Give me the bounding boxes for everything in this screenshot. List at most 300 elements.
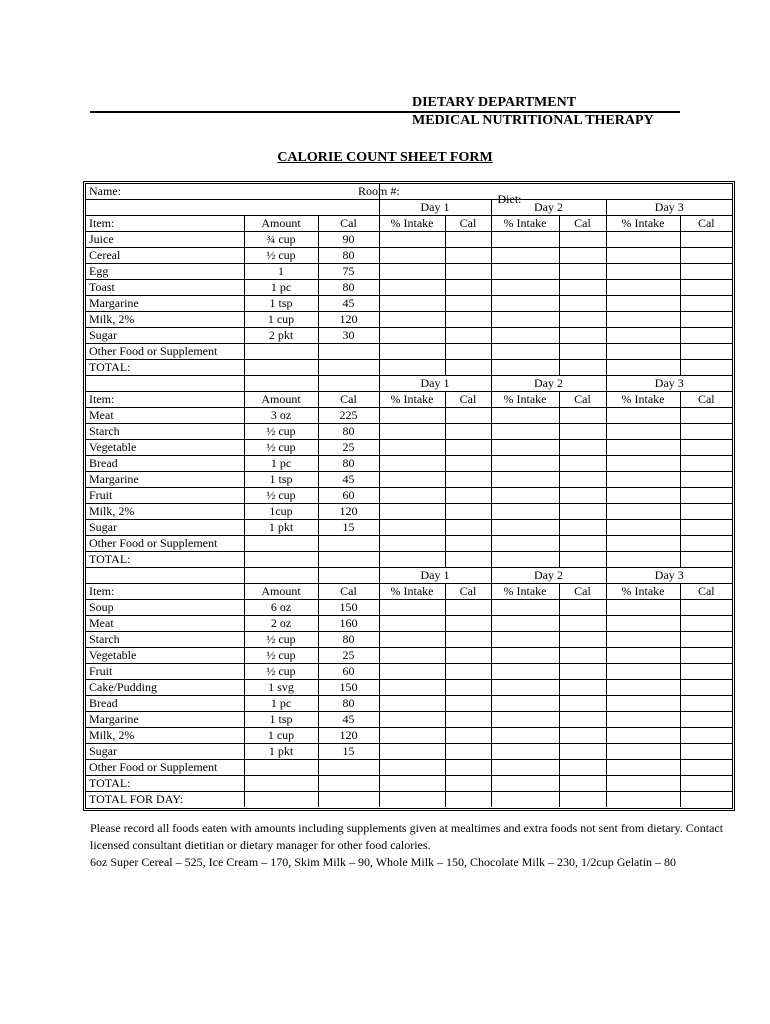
food-item-cal: 150 [318,680,379,696]
food-row-day1-intake-cell[interactable] [379,248,445,264]
food-row-day2-cal-cell[interactable] [559,760,606,776]
food-row-day2-cal-cell[interactable] [559,632,606,648]
food-row-day1-intake-cell[interactable] [379,344,445,360]
food-row-day1-intake-cell[interactable] [379,712,445,728]
day-cal-header: Cal [559,584,606,600]
food-row-day2-intake-cell[interactable] [491,680,559,696]
food-row-day3-intake-cell[interactable] [606,344,680,360]
food-row-day1-cal-cell[interactable] [445,648,491,664]
food-item-name: Toast [86,280,244,296]
food-row-day1-cal-cell[interactable] [445,408,491,424]
food-item-cal: 225 [318,408,379,424]
total-for-day-label: TOTAL FOR DAY: [86,792,244,808]
food-row-day3-cal-cell[interactable] [680,760,732,776]
amount-header: Amount [244,392,318,408]
day-cal-header: Cal [445,584,491,600]
diet-label: Diet: [497,191,522,206]
food-row-day3-intake-cell[interactable] [606,728,680,744]
food-row-day3-intake-cell[interactable] [606,280,680,296]
extra-foods-note: 6oz Super Cereal – 525, Ice Cream – 170, Skim Milk – 90, Whole Milk – 150, Chocolate Milk – 230, 1/2cup Gelatin – 80 [90,855,677,869]
food-row-day2-intake-cell[interactable] [491,504,559,520]
food-row-day1-cal-cell[interactable] [445,744,491,760]
food-row-day3-cal-cell[interactable] [680,696,732,712]
food-row-day2-cal-cell[interactable] [559,488,606,504]
food-row-day2-intake-cell[interactable] [491,408,559,424]
food-row-day2-cal-cell[interactable] [559,728,606,744]
blank-cell [86,376,244,392]
food-row-day1-cal-cell[interactable] [445,232,491,248]
food-row-day1-intake-cell[interactable] [379,680,445,696]
food-row-day3-cal-cell[interactable] [680,408,732,424]
food-item-cal: 160 [318,616,379,632]
total-row-day3-cal-cell[interactable] [680,776,732,792]
total-row [86,776,732,792]
food-row [86,696,732,712]
food-row-day2-intake-cell[interactable] [491,744,559,760]
calorie-sheet [83,181,735,811]
food-row-day1-cal-cell[interactable] [445,488,491,504]
food-row-day2-intake-cell[interactable] [491,648,559,664]
food-row [86,536,732,552]
food-row-day1-intake-cell[interactable] [379,456,445,472]
food-row-day3-cal-cell[interactable] [680,424,732,440]
food-row-day1-cal-cell[interactable] [445,616,491,632]
food-row-day2-intake-cell[interactable] [491,440,559,456]
total-row-day2-cal-cell[interactable] [559,552,606,568]
food-row-day2-intake-cell[interactable] [491,536,559,552]
food-row-day2-intake-cell[interactable] [491,312,559,328]
food-row [86,328,732,344]
food-row-day3-intake-cell[interactable] [606,440,680,456]
food-item-cal: 25 [318,648,379,664]
food-row-day2-cal-cell[interactable] [559,440,606,456]
food-item-amount: ½ cup [244,248,318,264]
food-item-cal: 80 [318,248,379,264]
food-row-day3-intake-cell[interactable] [606,680,680,696]
day-cal-header: Cal [559,392,606,408]
food-row-day3-intake-cell[interactable] [606,504,680,520]
food-row-day2-cal-cell[interactable] [559,328,606,344]
food-row-day1-intake-cell[interactable] [379,760,445,776]
food-item-name: Cereal [86,248,244,264]
food-item-cal: 75 [318,264,379,280]
food-row [86,744,732,760]
food-row-day2-cal-cell[interactable] [559,680,606,696]
food-item-name: Other Food or Supplement [86,760,244,776]
food-row-day2-intake-cell[interactable] [491,296,559,312]
food-row-day1-intake-cell[interactable] [379,264,445,280]
food-item-amount [244,760,318,776]
food-row-day1-cal-cell[interactable] [445,456,491,472]
column-header-row [86,584,732,600]
food-item-amount: 1 tsp [244,472,318,488]
patient-row [86,184,732,200]
food-row-day3-cal-cell[interactable] [680,264,732,280]
food-row-day1-cal-cell[interactable] [445,312,491,328]
food-row-day1-cal-cell[interactable] [445,760,491,776]
food-row-day1-intake-cell[interactable] [379,696,445,712]
total-cal-cell[interactable] [318,360,379,376]
total-row-day1-cal-cell[interactable] [445,552,491,568]
food-row-day1-intake-cell[interactable] [379,520,445,536]
food-row [86,264,732,280]
food-item-amount: ½ cup [244,488,318,504]
day-cal-header: Cal [445,216,491,232]
intake-header: % Intake [606,392,680,408]
food-item-cal: 80 [318,456,379,472]
item-header: Item: [86,216,244,232]
food-row-day2-cal-cell[interactable] [559,232,606,248]
food-row-day3-intake-cell[interactable] [606,696,680,712]
food-row-day1-cal-cell[interactable] [445,696,491,712]
food-row-day1-intake-cell[interactable] [379,632,445,648]
food-row-day3-cal-cell[interactable] [680,232,732,248]
food-row-day3-intake-cell[interactable] [606,744,680,760]
food-row-day1-cal-cell[interactable] [445,440,491,456]
total-row-day3-cal-cell[interactable] [680,552,732,568]
food-row-day1-intake-cell[interactable] [379,472,445,488]
food-row-day3-cal-cell[interactable] [680,664,732,680]
food-row-day3-intake-cell[interactable] [606,488,680,504]
food-row-day2-cal-cell[interactable] [559,664,606,680]
food-row-day3-intake-cell[interactable] [606,248,680,264]
intake-header: % Intake [379,216,445,232]
food-row-day2-cal-cell[interactable] [559,264,606,280]
food-row [86,648,732,664]
food-row-day1-intake-cell[interactable] [379,488,445,504]
food-row-day1-cal-cell[interactable] [445,536,491,552]
total-row-day2-cal-cell[interactable] [559,360,606,376]
food-row-day1-intake-cell[interactable] [379,440,445,456]
food-row-day2-cal-cell[interactable] [559,520,606,536]
food-row-day2-cal-cell[interactable] [559,696,606,712]
food-row-day3-cal-cell[interactable] [680,280,732,296]
food-item-amount: 2 oz [244,616,318,632]
food-row-day2-intake-cell[interactable] [491,664,559,680]
food-item-amount: ½ cup [244,440,318,456]
food-item-amount: 6 oz [244,600,318,616]
food-item-cal: 45 [318,296,379,312]
total-for-day-day1-intake-cell[interactable] [379,792,445,808]
day-cal-header: Cal [680,392,732,408]
food-row-day2-intake-cell[interactable] [491,328,559,344]
blank-cell [318,568,379,584]
food-row-day1-cal-cell[interactable] [445,600,491,616]
food-row [86,728,732,744]
food-row [86,440,732,456]
food-row-day1-intake-cell[interactable] [379,600,445,616]
food-row-day1-cal-cell[interactable] [445,344,491,360]
food-row-day3-intake-cell[interactable] [606,296,680,312]
food-row-day3-cal-cell[interactable] [680,616,732,632]
food-item-name: Fruit [86,664,244,680]
food-row-day3-cal-cell[interactable] [680,440,732,456]
diet-cell[interactable] [379,184,732,206]
food-row [86,296,732,312]
intake-header: % Intake [491,216,559,232]
total-cal-cell[interactable] [318,776,379,792]
food-item-cal: 25 [318,440,379,456]
amount-header: Amount [244,216,318,232]
food-row-day2-cal-cell[interactable] [559,424,606,440]
total-label: TOTAL: [86,552,244,568]
food-row-day2-cal-cell[interactable] [559,536,606,552]
room-label: Room #: [358,184,400,198]
food-row-day1-cal-cell[interactable] [445,472,491,488]
day-2-header: Day 2 [491,200,606,216]
food-row-day2-intake-cell[interactable] [491,456,559,472]
total-for-day-day1-cal-cell[interactable] [445,792,491,808]
total-for-day-day3-cal-cell[interactable] [680,792,732,808]
food-row-day2-intake-cell[interactable] [491,344,559,360]
food-row-day3-intake-cell[interactable] [606,232,680,248]
blank-cell [318,376,379,392]
total-cal-cell[interactable] [318,552,379,568]
food-row-day1-cal-cell[interactable] [445,680,491,696]
food-item-amount: 1 tsp [244,296,318,312]
total-amount-cell [244,776,318,792]
food-row-day1-intake-cell[interactable] [379,616,445,632]
food-row-day3-intake-cell[interactable] [606,312,680,328]
total-label: TOTAL: [86,776,244,792]
food-row-day1-intake-cell[interactable] [379,664,445,680]
day-cal-header: Cal [559,216,606,232]
food-row-day2-intake-cell[interactable] [491,248,559,264]
food-row-day3-intake-cell[interactable] [606,712,680,728]
food-item-name: Soup [86,600,244,616]
food-row-day3-intake-cell[interactable] [606,664,680,680]
food-row-day1-intake-cell[interactable] [379,296,445,312]
food-row-day2-intake-cell[interactable] [491,232,559,248]
food-row-day2-intake-cell[interactable] [491,696,559,712]
food-row-day3-intake-cell[interactable] [606,760,680,776]
food-row [86,456,732,472]
food-row-day1-intake-cell[interactable] [379,280,445,296]
food-row-day2-cal-cell[interactable] [559,648,606,664]
total-row-day1-intake-cell[interactable] [379,552,445,568]
food-row-day3-intake-cell[interactable] [606,536,680,552]
food-row-day2-cal-cell[interactable] [559,712,606,728]
food-row-day2-intake-cell[interactable] [491,520,559,536]
total-amount-cell [244,360,318,376]
food-row-day2-cal-cell[interactable] [559,616,606,632]
food-row-day1-cal-cell[interactable] [445,280,491,296]
food-item-name: Milk, 2% [86,504,244,520]
food-item-name: Vegetable [86,440,244,456]
food-row-day1-intake-cell[interactable] [379,728,445,744]
food-row-day2-cal-cell[interactable] [559,600,606,616]
food-row-day2-cal-cell[interactable] [559,408,606,424]
food-row-day2-intake-cell[interactable] [491,616,559,632]
food-row [86,616,732,632]
day-cal-header: Cal [680,216,732,232]
food-row-day1-intake-cell[interactable] [379,744,445,760]
total-row-day2-intake-cell[interactable] [491,776,559,792]
total-row-day3-cal-cell[interactable] [680,360,732,376]
total-row [86,552,732,568]
food-row-day2-cal-cell[interactable] [559,280,606,296]
amount-header: Amount [244,584,318,600]
food-row-day3-intake-cell[interactable] [606,520,680,536]
food-row-day3-cal-cell[interactable] [680,504,732,520]
food-row [86,664,732,680]
total-for-day-day2-intake-cell[interactable] [491,792,559,808]
day-header-row [86,568,732,584]
food-row-day3-cal-cell[interactable] [680,712,732,728]
food-row-day1-cal-cell[interactable] [445,728,491,744]
food-row-day1-intake-cell[interactable] [379,536,445,552]
food-row-day3-cal-cell[interactable] [680,328,732,344]
food-row-day2-cal-cell[interactable] [559,312,606,328]
food-row [86,280,732,296]
food-row-day3-cal-cell[interactable] [680,728,732,744]
food-row-day2-intake-cell[interactable] [491,600,559,616]
food-row-day1-cal-cell[interactable] [445,712,491,728]
food-row-day3-cal-cell[interactable] [680,744,732,760]
total-row-day2-cal-cell[interactable] [559,776,606,792]
food-row-day3-intake-cell[interactable] [606,600,680,616]
total-for-day-cal-cell[interactable] [318,792,379,808]
food-item-name: Meat [86,616,244,632]
food-row-day1-intake-cell[interactable] [379,408,445,424]
column-header-row [86,216,732,232]
food-row-day3-cal-cell[interactable] [680,488,732,504]
food-row-day3-cal-cell[interactable] [680,472,732,488]
food-item-cal: 80 [318,280,379,296]
calorie-table [86,184,732,807]
blank-cell [86,568,244,584]
food-row-day2-cal-cell[interactable] [559,344,606,360]
food-row-day2-cal-cell[interactable] [559,472,606,488]
food-row-day3-cal-cell[interactable] [680,312,732,328]
food-row-day3-intake-cell[interactable] [606,264,680,280]
food-row-day2-intake-cell[interactable] [491,424,559,440]
food-row [86,680,732,696]
food-row-day3-cal-cell[interactable] [680,632,732,648]
food-row-day2-intake-cell[interactable] [491,632,559,648]
food-item-name: Bread [86,456,244,472]
food-item-cal: 60 [318,488,379,504]
food-row-day3-intake-cell[interactable] [606,456,680,472]
food-item-name: Margarine [86,296,244,312]
day-header-row [86,200,732,216]
food-row-day2-cal-cell[interactable] [559,744,606,760]
food-row-day3-cal-cell[interactable] [680,520,732,536]
food-row-day2-intake-cell[interactable] [491,264,559,280]
day-2-header: Day 2 [491,568,606,584]
food-row-day1-cal-cell[interactable] [445,296,491,312]
total-for-day-amount-cell [244,792,318,808]
food-row-day3-cal-cell[interactable] [680,680,732,696]
total-row-day2-intake-cell[interactable] [491,552,559,568]
food-row-day1-cal-cell[interactable] [445,424,491,440]
blank-cell [244,376,318,392]
food-item-name: Sugar [86,520,244,536]
intake-header: % Intake [379,584,445,600]
food-item-amount: 1 pc [244,280,318,296]
total-for-day-day3-intake-cell[interactable] [606,792,680,808]
food-row-day3-cal-cell[interactable] [680,648,732,664]
food-row-day1-cal-cell[interactable] [445,264,491,280]
food-row-day1-cal-cell[interactable] [445,504,491,520]
food-row [86,712,732,728]
food-item-name: Fruit [86,488,244,504]
department-title: DIETARY DEPARTMENT [412,95,577,110]
food-row-day1-intake-cell[interactable] [379,232,445,248]
food-row-day2-cal-cell[interactable] [559,296,606,312]
food-row-day1-cal-cell[interactable] [445,664,491,680]
food-row-day1-cal-cell[interactable] [445,632,491,648]
food-row-day1-intake-cell[interactable] [379,328,445,344]
food-row-day2-intake-cell[interactable] [491,728,559,744]
blank-cell [244,568,318,584]
total-row-day3-intake-cell[interactable] [606,360,680,376]
food-item-name: Starch [86,632,244,648]
food-row-day2-intake-cell[interactable] [491,712,559,728]
total-row-day1-cal-cell[interactable] [445,360,491,376]
food-row-day2-intake-cell[interactable] [491,472,559,488]
food-row-day3-intake-cell[interactable] [606,632,680,648]
food-row [86,472,732,488]
food-row-day1-cal-cell[interactable] [445,328,491,344]
food-item-cal: 60 [318,664,379,680]
food-row-day3-cal-cell[interactable] [680,296,732,312]
food-row-day1-intake-cell[interactable] [379,424,445,440]
food-row-day3-intake-cell[interactable] [606,616,680,632]
food-row-day2-cal-cell[interactable] [559,456,606,472]
food-row-day2-cal-cell[interactable] [559,504,606,520]
food-row-day1-intake-cell[interactable] [379,504,445,520]
food-row-day1-cal-cell[interactable] [445,520,491,536]
food-row [86,232,732,248]
food-row-day2-cal-cell[interactable] [559,248,606,264]
day-cal-header: Cal [680,584,732,600]
food-row-day3-cal-cell[interactable] [680,248,732,264]
food-row-day3-intake-cell[interactable] [606,328,680,344]
total-row-day1-intake-cell[interactable] [379,776,445,792]
food-item-amount: 1 [244,264,318,280]
food-row-day2-intake-cell[interactable] [491,488,559,504]
food-row-day3-cal-cell[interactable] [680,344,732,360]
item-header: Item: [86,584,244,600]
food-row-day3-cal-cell[interactable] [680,600,732,616]
total-row-day1-intake-cell[interactable] [379,360,445,376]
food-row-day3-cal-cell[interactable] [680,456,732,472]
food-row-day2-intake-cell[interactable] [491,280,559,296]
cal-header: Cal [318,392,379,408]
food-row-day3-intake-cell[interactable] [606,408,680,424]
food-item-name: Milk, 2% [86,312,244,328]
cal-header: Cal [318,216,379,232]
food-row-day1-intake-cell[interactable] [379,648,445,664]
food-row-day2-intake-cell[interactable] [491,760,559,776]
food-row-day1-cal-cell[interactable] [445,248,491,264]
total-for-day-day2-cal-cell[interactable] [559,792,606,808]
food-row-day3-intake-cell[interactable] [606,648,680,664]
food-item-cal [318,760,379,776]
food-row-day3-intake-cell[interactable] [606,424,680,440]
total-row-day3-intake-cell[interactable] [606,776,680,792]
intake-header: % Intake [379,392,445,408]
food-row-day3-cal-cell[interactable] [680,536,732,552]
total-row-day1-cal-cell[interactable] [445,776,491,792]
total-row-day2-intake-cell[interactable] [491,360,559,376]
food-row-day1-intake-cell[interactable] [379,312,445,328]
food-item-amount: ½ cup [244,424,318,440]
food-row-day3-intake-cell[interactable] [606,472,680,488]
food-item-cal: 120 [318,312,379,328]
total-row-day3-intake-cell[interactable] [606,552,680,568]
